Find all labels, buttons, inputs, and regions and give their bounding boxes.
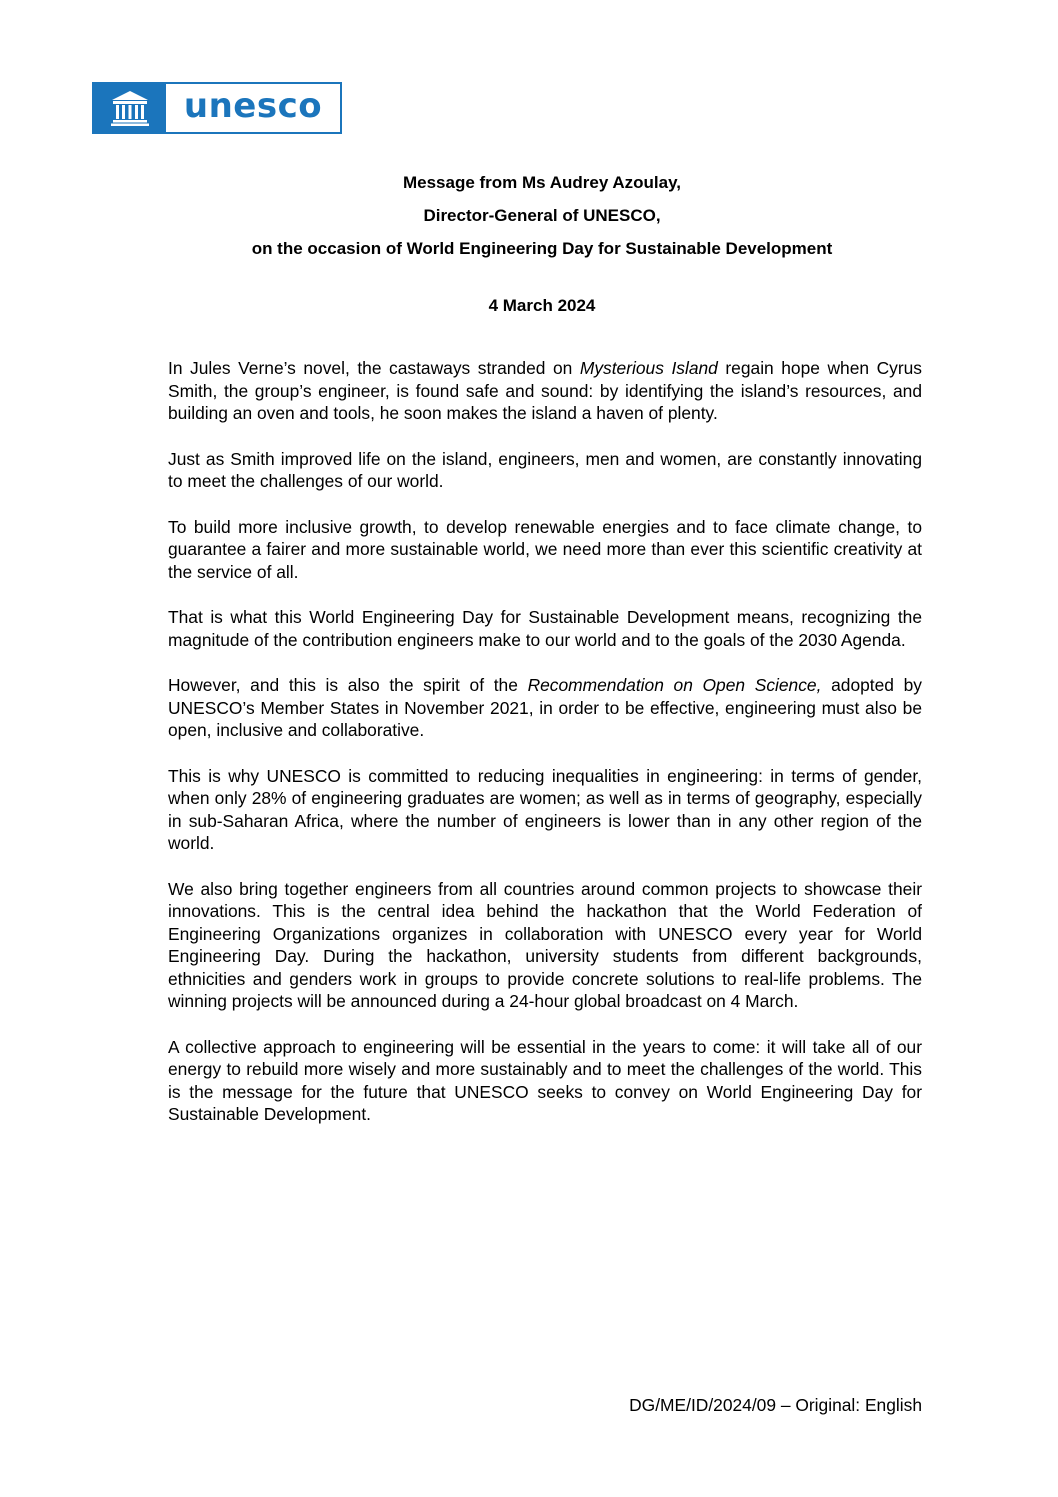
paragraph-1 [168, 357, 922, 425]
paragraph-2: Just as Smith improved life on the island, engineers, men and women, are constantly innovating to meet the challenges of our world. [168, 448, 922, 491]
header-date: 4 March 2024 [488, 296, 596, 315]
paragraph-6: This is why UNESCO is committed to reducing inequalities in engineering: in terms of gender, when only 28% of engineering graduates are women; as well as in terms of geography, especially in sub-Saharan Africa, where the number of engineers is lower than in any other region of the world. [168, 765, 922, 853]
recommendation-title: Recommendation on Open Science, [527, 675, 822, 695]
paragraph-5 [168, 674, 922, 742]
header-occasion-line: on the occasion of World Engineering Day for Sustainable Development [251, 239, 833, 258]
paragraph-7: We also bring together engineers from all countries around common projects to showcase their innovations. This is the central idea behind the hackathon that the World Federation of Engineering Organizations organizes in collaboration with UNESCO every year for World Engineering Day. During the hackathon, university students from different backgrounds, ethnicities and genders work in groups to provide concrete solutions to real-life problems. The winning projects will be announced during a 24-hour global broadcast on 4 March. [168, 878, 922, 1011]
paragraph-1-text-start: In Jules Verne’s novel, the castaways stranded on [168, 358, 580, 378]
unesco-logo [92, 82, 342, 134]
unesco-wordmark: unesco [183, 86, 323, 126]
book-title: Mysterious Island [579, 358, 718, 378]
temple-emblem-svg [108, 88, 152, 128]
paragraph-4: That is what this World Engineering Day for Sustainable Development means, recognizing the magnitude of the contribution engineers make to our world and to the goals of the 2030 Agenda. [168, 607, 922, 650]
paragraph-1-text-end: regain hope when Cyrus Smith, the group’s engineer, is found safe and sound: by identifying the island’s resources, and building an oven and tools, he soon makes the island a haven of plenty. [168, 358, 923, 423]
paragraph-3: To build more inclusive growth, to develop renewable energies and to face climate change, to guarantee a fairer and more sustainable world, we need more than ever this scientific creativity at the service of all. [168, 516, 922, 582]
message-body [168, 357, 922, 1149]
paragraph-5-text-start: However, and this is also the spirit of the [168, 675, 528, 695]
paragraph-8: A collective approach to engineering will be essential in the years to come: it will take all of our energy to rebuild more wisely and more sustainably and to meet the challenges of the world. This is the message for the future that UNESCO seeks to convey on World Engineering Day for Sustainable Development. [168, 1036, 922, 1124]
header-role-line: Director-General of UNESCO, [423, 206, 661, 225]
paragraph-5-text-end: adopted by UNESCO’s Member States in November 2021, in order to be effective, engineering must also be open, inclusive and collaborative. [168, 675, 922, 740]
header-title-line: Message from Ms Audrey Azoulay, [402, 173, 682, 192]
document-reference: DG/ME/ID/2024/09 – Original: English [629, 1395, 922, 1415]
unesco-temple-emblem-icon [94, 84, 166, 132]
